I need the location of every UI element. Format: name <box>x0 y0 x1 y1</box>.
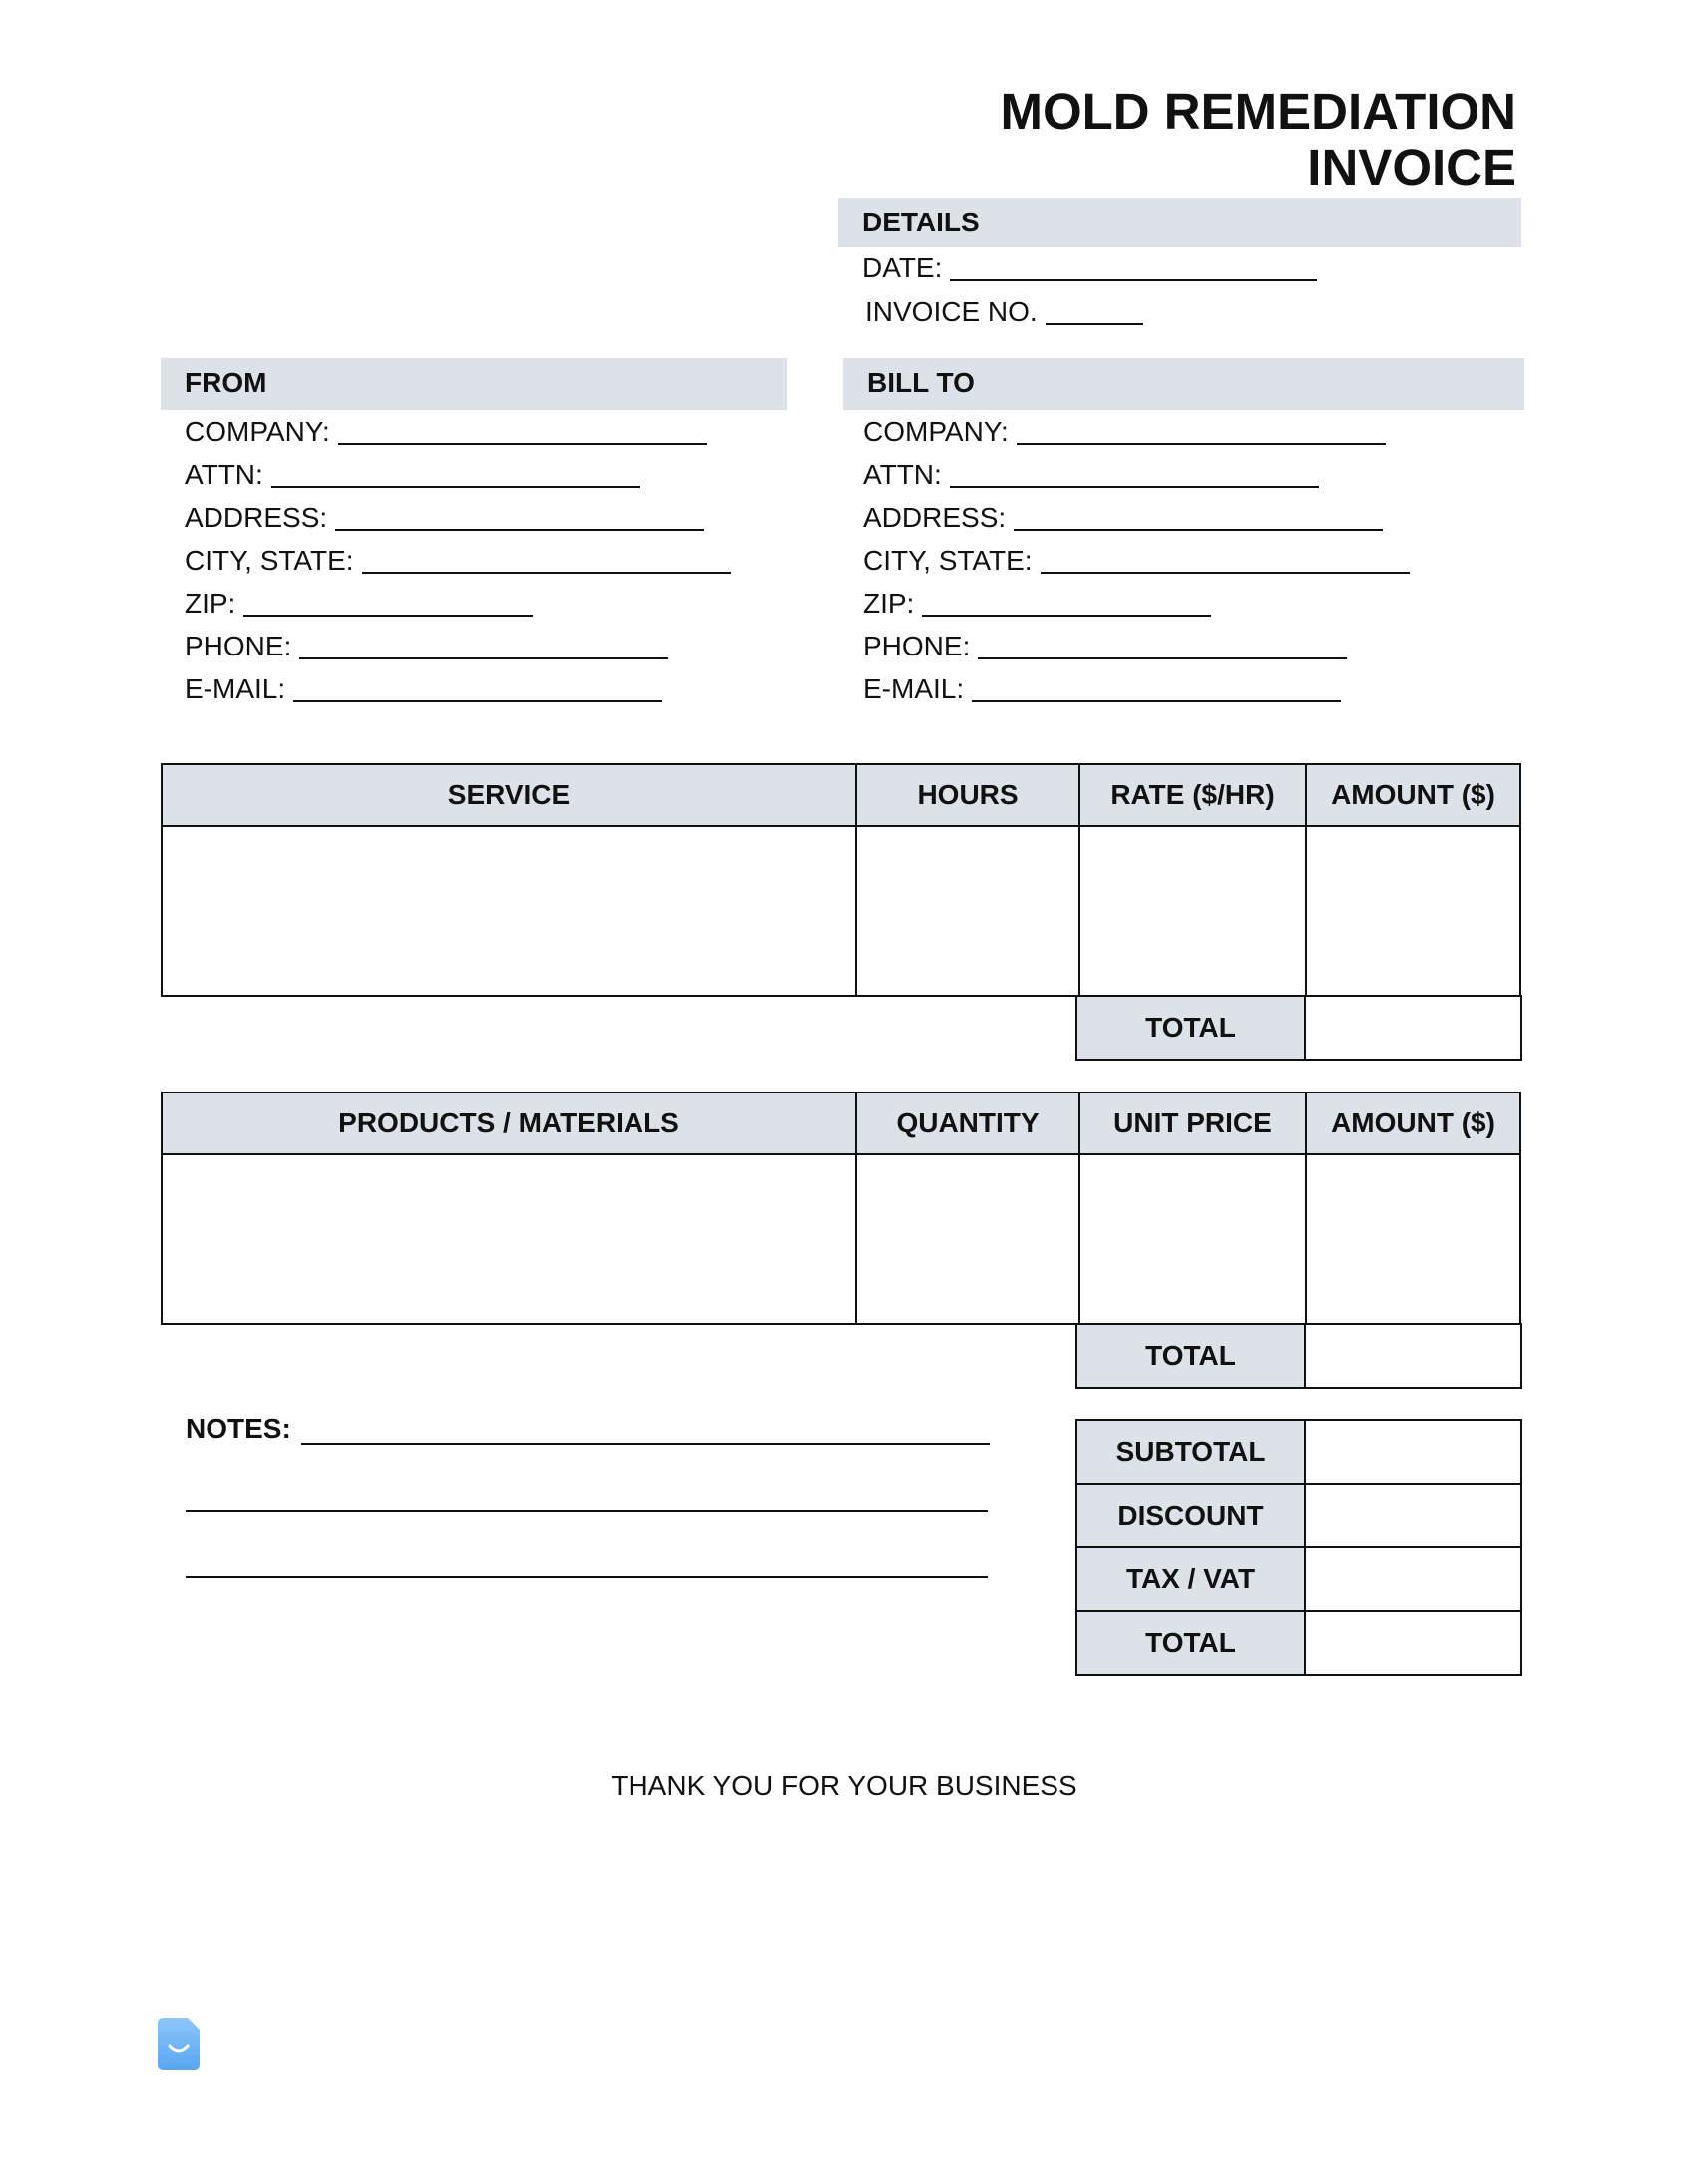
from-company-field[interactable] <box>185 415 707 449</box>
products-total-label: TOTAL <box>1076 1324 1305 1388</box>
from-band <box>161 358 787 410</box>
from-email-label: E-MAIL: <box>185 673 286 704</box>
from-attn-label: ATTN: <box>185 459 263 490</box>
bill-to-zip-field[interactable] <box>863 587 1211 621</box>
bill-to-phone-label: PHONE: <box>863 631 971 661</box>
product-amount-cell[interactable] <box>1306 1154 1520 1324</box>
notes-line-3[interactable] <box>186 1576 988 1578</box>
services-body-row[interactable] <box>162 826 1520 996</box>
document-smile-icon <box>158 2018 200 2070</box>
service-cell[interactable] <box>162 826 856 996</box>
bill-to-email-label: E-MAIL: <box>863 673 965 704</box>
services-total-value[interactable] <box>1305 996 1521 1060</box>
bill-to-company-field[interactable] <box>863 415 1386 449</box>
thank-you-footer: THANK YOU FOR YOUR BUSINESS <box>611 1770 1077 1801</box>
from-attn-field[interactable] <box>185 458 640 492</box>
bill-to-header: BILL TO <box>867 367 975 398</box>
details-band <box>838 198 1521 247</box>
product-cell[interactable] <box>162 1154 856 1324</box>
service-amount-header: AMOUNT ($) <box>1306 764 1520 826</box>
bill-to-phone-line[interactable] <box>978 657 1347 659</box>
from-phone-line[interactable] <box>299 657 668 659</box>
products-total-value[interactable] <box>1305 1324 1521 1388</box>
invoice-no-field[interactable] <box>865 295 1143 329</box>
bill-to-city-state-field[interactable] <box>863 544 1410 578</box>
bill-to-band <box>843 358 1524 410</box>
products-header: PRODUCTS / MATERIALS <box>162 1092 856 1154</box>
bill-to-phone-field[interactable] <box>863 630 1347 663</box>
rate-header: RATE ($/HR) <box>1079 764 1306 826</box>
invoice-no-label: INVOICE NO. <box>865 296 1038 327</box>
from-attn-line[interactable] <box>271 486 640 488</box>
bill-to-email-line[interactable] <box>972 700 1341 702</box>
hours-header: HOURS <box>856 764 1079 826</box>
quantity-header: QUANTITY <box>856 1092 1079 1154</box>
products-header-row <box>162 1092 1520 1154</box>
from-city-state-field[interactable] <box>185 544 731 578</box>
products-total-table <box>1075 1323 1522 1389</box>
subtotal-value[interactable] <box>1305 1420 1521 1484</box>
service-header: SERVICE <box>162 764 856 826</box>
date-field[interactable] <box>862 251 1317 285</box>
services-total-table <box>1075 995 1522 1061</box>
bill-to-zip-label: ZIP: <box>863 588 915 619</box>
bill-to-attn-label: ATTN: <box>863 459 942 490</box>
unit-price-header: UNIT PRICE <box>1079 1092 1306 1154</box>
from-address-line[interactable] <box>335 529 704 531</box>
bill-to-email-field[interactable] <box>863 672 1341 706</box>
invoice-title <box>1000 84 1516 196</box>
hours-cell[interactable] <box>856 826 1079 996</box>
summary-table <box>1075 1419 1522 1676</box>
grand-total-row <box>1076 1611 1521 1675</box>
discount-label: DISCOUNT <box>1076 1484 1305 1547</box>
bill-to-city-state-label: CITY, STATE: <box>863 545 1033 576</box>
from-phone-field[interactable] <box>185 630 668 663</box>
subtotal-row <box>1076 1420 1521 1484</box>
invoice-no-line[interactable] <box>1046 323 1143 325</box>
bill-to-city-state-line[interactable] <box>1041 572 1410 574</box>
from-city-state-line[interactable] <box>362 572 731 574</box>
rate-cell[interactable] <box>1079 826 1306 996</box>
services-table <box>161 763 1521 997</box>
bill-to-address-line[interactable] <box>1014 529 1383 531</box>
bill-to-company-line[interactable] <box>1017 443 1386 445</box>
from-email-line[interactable] <box>293 700 662 702</box>
title-line-1: MOLD REMEDIATION <box>1000 83 1516 140</box>
bill-to-address-field[interactable] <box>863 501 1383 535</box>
from-zip-line[interactable] <box>243 615 533 617</box>
notes-line-2[interactable] <box>186 1510 988 1512</box>
notes-label: NOTES: <box>186 1413 291 1444</box>
discount-row <box>1076 1484 1521 1547</box>
grand-total-label: TOTAL <box>1076 1611 1305 1675</box>
tax-row <box>1076 1547 1521 1611</box>
from-city-state-label: CITY, STATE: <box>185 545 354 576</box>
bill-to-attn-field[interactable] <box>863 458 1319 492</box>
from-address-field[interactable] <box>185 501 704 535</box>
product-amount-header: AMOUNT ($) <box>1306 1092 1520 1154</box>
from-address-label: ADDRESS: <box>185 502 328 533</box>
from-company-label: COMPANY: <box>185 416 330 447</box>
from-zip-label: ZIP: <box>185 588 236 619</box>
services-total-label: TOTAL <box>1076 996 1305 1060</box>
products-table <box>161 1092 1521 1325</box>
grand-total-value[interactable] <box>1305 1611 1521 1675</box>
title-line-2: INVOICE <box>1307 139 1516 196</box>
from-company-line[interactable] <box>338 443 707 445</box>
bill-to-zip-line[interactable] <box>922 615 1211 617</box>
tax-value[interactable] <box>1305 1547 1521 1611</box>
date-line[interactable] <box>950 279 1317 281</box>
subtotal-label: SUBTOTAL <box>1076 1420 1305 1484</box>
discount-value[interactable] <box>1305 1484 1521 1547</box>
unit-price-cell[interactable] <box>1079 1154 1306 1324</box>
from-phone-label: PHONE: <box>185 631 292 661</box>
services-header-row <box>162 764 1520 826</box>
bill-to-attn-line[interactable] <box>950 486 1319 488</box>
service-amount-cell[interactable] <box>1306 826 1520 996</box>
bill-to-address-label: ADDRESS: <box>863 502 1007 533</box>
quantity-cell[interactable] <box>856 1154 1079 1324</box>
from-email-field[interactable] <box>185 672 662 706</box>
products-body-row[interactable] <box>162 1154 1520 1324</box>
details-header: DETAILS <box>862 207 980 237</box>
bill-to-company-label: COMPANY: <box>863 416 1009 447</box>
from-header: FROM <box>185 367 267 398</box>
tax-label: TAX / VAT <box>1076 1547 1305 1611</box>
from-zip-field[interactable] <box>185 587 533 621</box>
notes-line-1[interactable] <box>301 1443 990 1445</box>
date-label: DATE: <box>862 252 943 283</box>
